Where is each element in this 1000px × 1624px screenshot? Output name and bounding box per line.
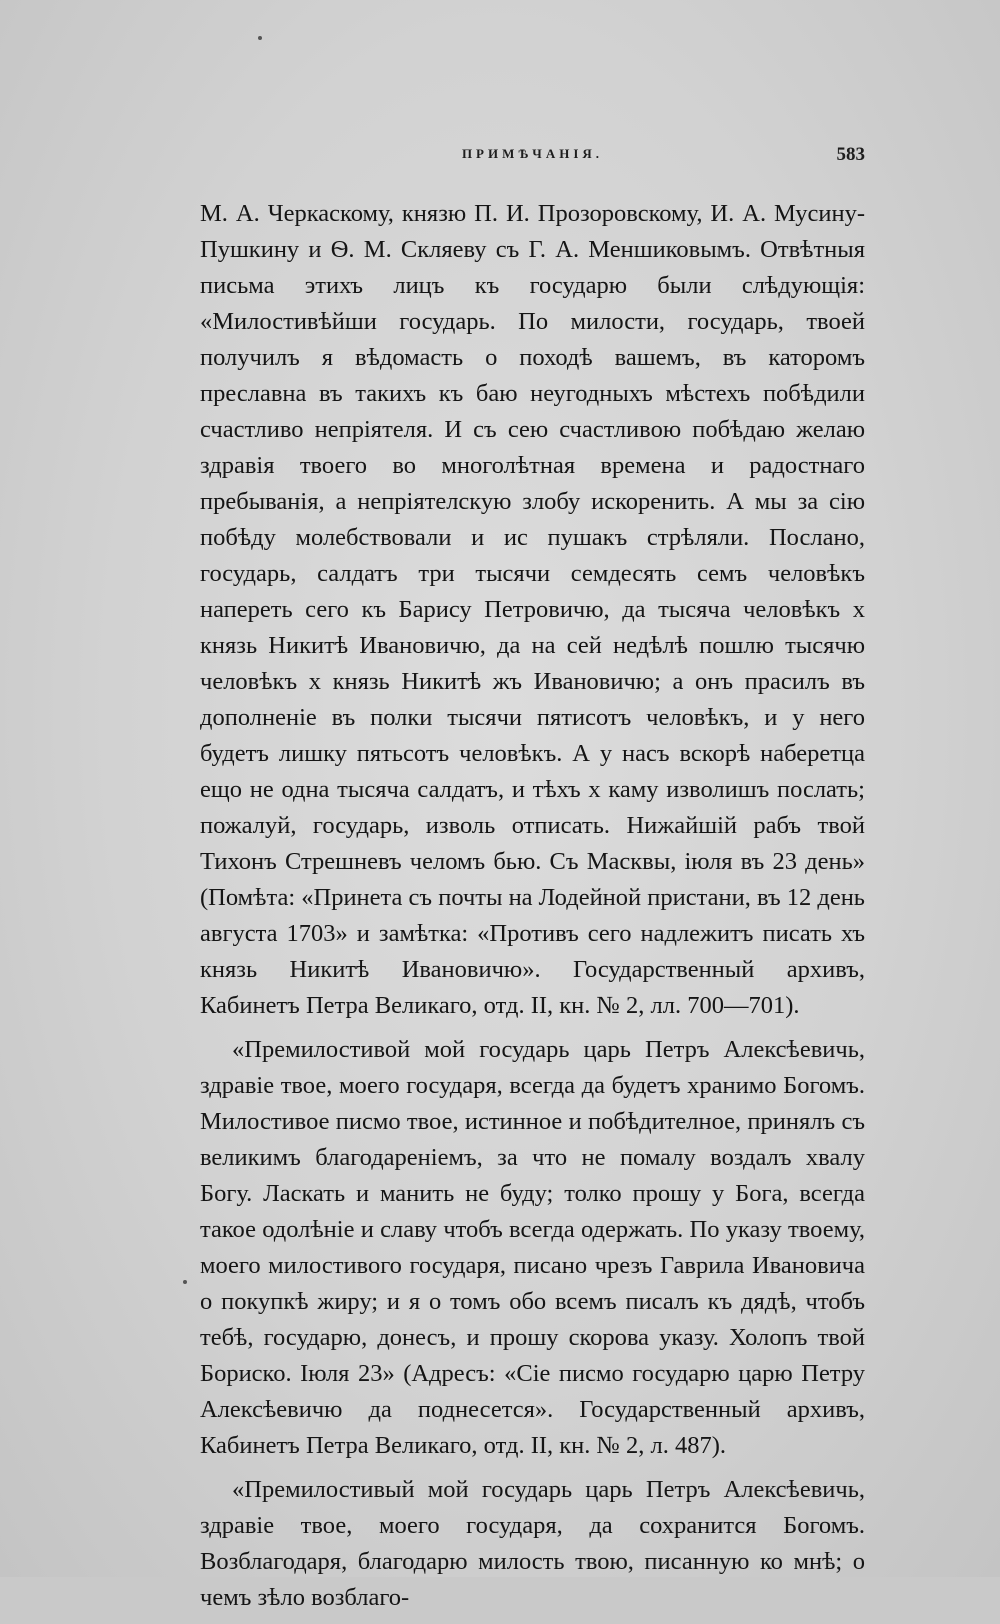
paragraph-1: М. А. Черкаскому, князю П. И. Прозоровскому, И. А. Мусину-Пушкину и Ѳ. М. Скляеву съ Г. А. Меншиковымъ. Отвѣтныя письма этихъ лицъ къ государю были слѣдующія: «Милостивѣйши государь. По милости, государь, твоей получилъ я вѣдомасть о походѣ вашемъ, въ каторомъ преславна въ такихъ къ баю неугодныхъ мѣстехъ побѣдили счастливо непріятеля. И съ сею счастливою побѣдаю желаю здравія твоего во многолѣтная времена и радостнаго пребыванія, а непріятелскую злобу искоренить. А мы за сію побѣду молебствовали и ис пушакъ стрѣляли. Послано, государь, салдатъ три тысячи семдесять семъ человѣкъ напереть сего къ Барису Петровичю, да тысяча человѣкъ х князь Никитѣ Ивановичю, да на сей недѣлѣ пошлю тысячю человѣкъ х князь Никитѣ жъ Ивановичю; а онъ прасилъ въ дополненіе въ полки тысячи пятисотъ человѣкъ, и у него будетъ лишку пятьсотъ человѣкъ. А у насъ вскорѣ наберетца ещо не одна тысяча салдатъ, и тѣхъ х каму изволишъ послать; пожалуй, государь, изволь отписать. Нижайшій рабъ твой Тихонъ Стрешневъ челомъ бью. Съ Масквы, іюля въ 23 день» (Помѣта: «Принета съ почты на Лодейной пристани, въ 12 день августа 1703» и замѣтка: «Противъ сего надлежитъ писать хъ князь Никитѣ Ивановичю». Государственный архивъ, Кабинетъ Петра Великаго, отд. II, кн. № 2, лл. 700—701). — [200, 200, 865, 1019]
paragraph-2: «Премилостивой мой государь царь Петръ Алексѣевичь, здравіе твое, моего государя, всегда да будетъ хранимо Богомъ. Милостивое писмо твое, истинное и побѣдителное, принялъ съ великимъ благодареніемъ, за что не помалу воздалъ хвалу Богу. Ласкать и манить не буду; толко прошу у Бога, всегда такое одолѣніе и славу чтобъ всегда одержать. По указу твоему, моего милостивого государя, писано чрезъ Гаврила Ивановича о покупкѣ жиру; и я о томъ обо всемъ писалъ къ дядѣ, чтобъ тебѣ, государю, донесъ, и прошу скорова указу. Холопъ твой Бориско. Іюля 23» (Адресъ: «Сіе писмо государю царю Петру Алексѣевичю да поднесется». Государственный архивъ, Кабинетъ Петра Великаго, отд. II, кн. № 2, л. 487). — [200, 1036, 865, 1459]
ink-speck — [183, 1280, 187, 1284]
page-number: 583 — [836, 144, 865, 165]
ink-speck — [258, 36, 262, 40]
body-text — [200, 196, 865, 1624]
running-title: ПРИМѢЧАНІЯ. — [461, 146, 604, 161]
paragraph-3: «Премилостивый мой государь царь Петръ Алексѣевичь, здравіе твое, моего государя, да сохранится Богомъ. Возблагодаря, благодарю милость твою, писанную ко мнѣ; о чемъ зѣло возблаго- — [200, 1476, 865, 1611]
running-head — [200, 146, 865, 170]
